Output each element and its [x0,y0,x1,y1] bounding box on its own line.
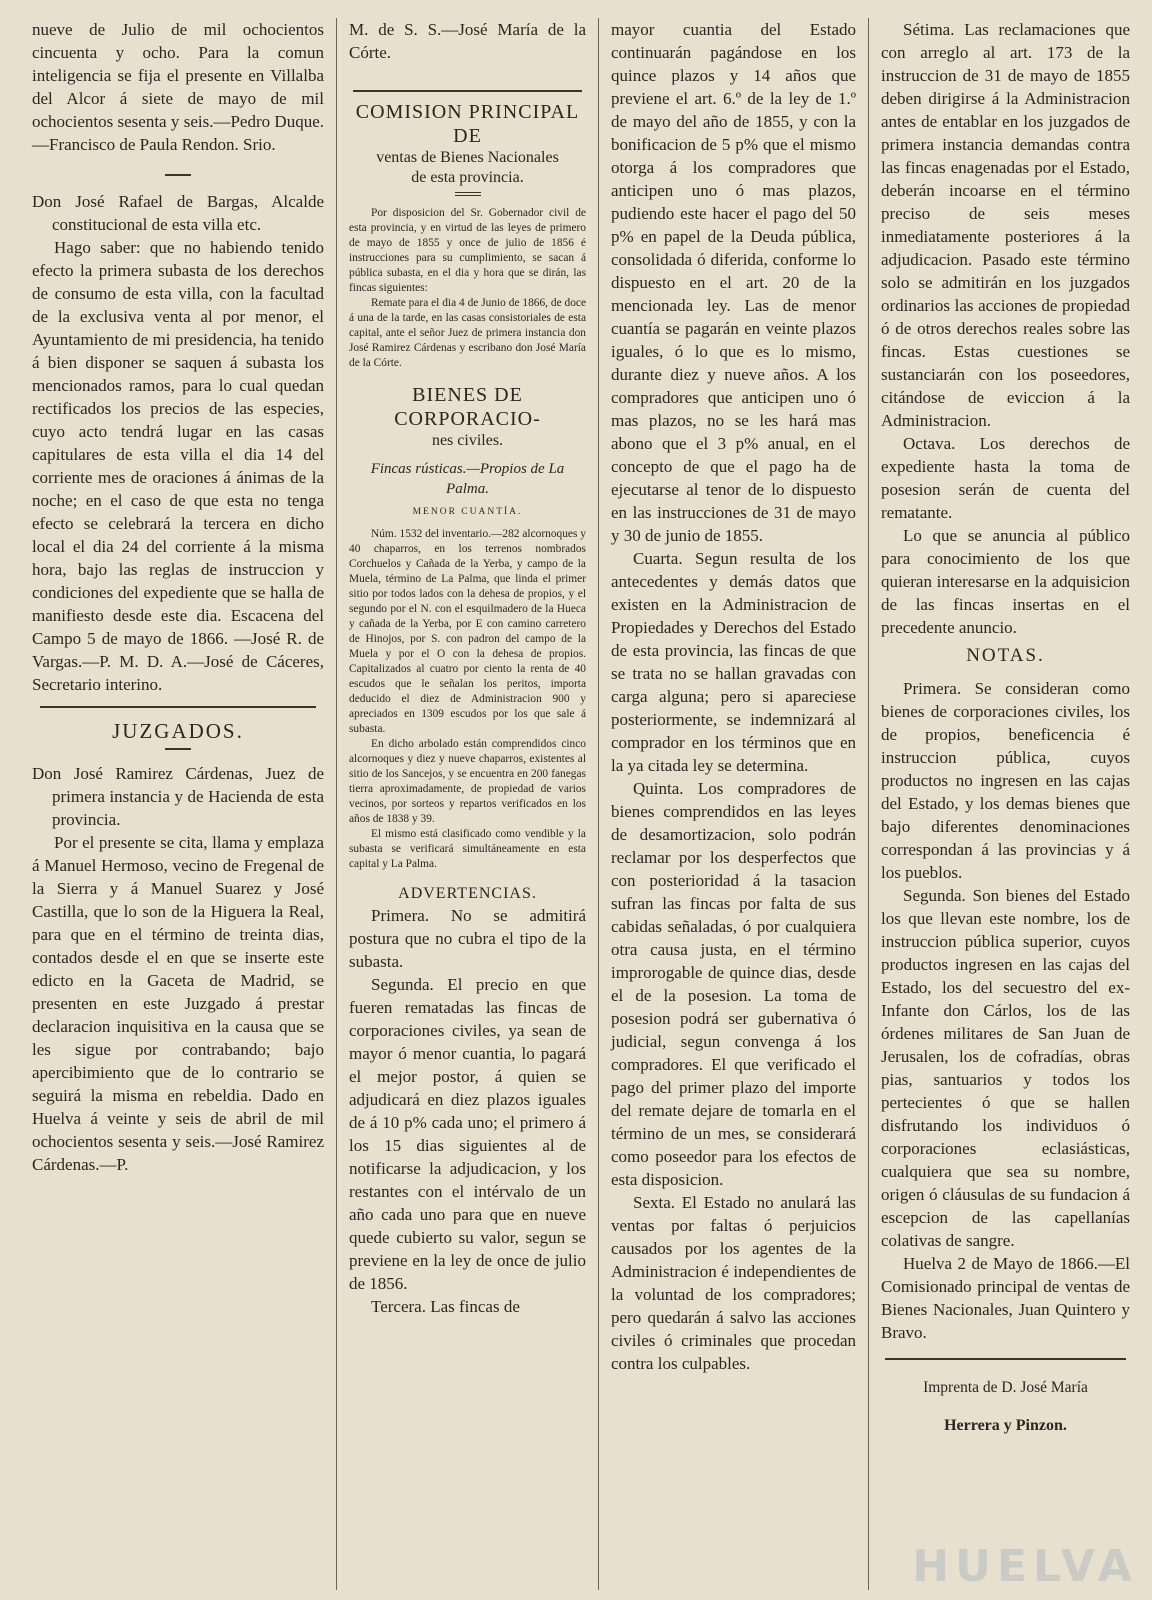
archive-watermark: HUELVA [912,1541,1138,1592]
villalba-notice-end: nueve de Julio de mil ochocientos cincuenta y ocho. Para la comun inteligencia se fija el presente en Villalba del Alcor á siete de mayo de mil ochocientos sesenta y seis.—Pedro Duque.—Francisco de Paula Rendon. Srio. [32,20,324,154]
comision-heading: COMISION PRINCIPAL DE [355,101,580,147]
juzgado-notice-heading: Don José Ramirez Cárdenas, Juez de primera instancia y de Hacienda de esta provincia. [32,764,324,829]
juzgado-notice-body: Por el presente se cita, llama y emplaza á Manuel Hermoso, vecino de Fregenal de la Sierra y á Manuel Suarez y José Castilla, que lo son de la Higuera la Real, para que en el término de treinta dias, contados desde el en que se inserte este edicto en la Gaceta de Madrid, se presenten en este Juzgado á prestar declaracion inquisitiva en la causa que se les sigue por contrabando; bajo apercibimiento que de lo contrario se seguirá la misma en rebeldia. Dado en Huelva á veinte y seis de abril de mil ochocientos sesenta y seis.—José Ramirez Cárdenas.—P. [32,833,324,1174]
finca-description: Núm. 1532 del inventario.—282 alcornoques y 40 chaparros, en los terrenos nombrados Corchuelos y Cañada de la Yerba, y campo de la Muela, término de La Palma, que linda el primer sitio por todos lados con la dehesa de propios, y el segundo por el N. con el esquilmadero de la Hueca y cañada de la Yerba, por E con camino carretero de Hinojos, por S. con padron del campo de la Muela y por el O con la dehesa de propios. Capitalizados al cuatro por ciento la renta de 40 escudos que le señalan los peritos, importa deducido el diez de Administracion 900 y apreciados en 1309 escudos por los que sale á subasta. [349,528,586,735]
bienes-heading: BIENES DE CORPORACIO- [394,384,541,430]
advertencia-sexta: Sexta. El Estado no anulará las ventas por faltas ó perjuicios causados por los agentes de la Administracion é independientes de la voluntad de los compradores; pero quedarán á salvo las acciones civiles ó criminales que procedan contra los culpables. [611,1193,856,1373]
section-rule [353,90,582,92]
printer-name: Herrera y Pinzon. [944,1417,1067,1434]
column-2 [336,18,598,1590]
clasificacion-paragraph: El mismo está clasificado como vendible y la subasta se verificará simultáneamente en esta capital y La Palma. [349,828,586,870]
comision-intro: Por disposicion del Sr. Gobernador civil de esta provincia, y en virtud de las leyes de primero de mayo de 1855 y once de julio de 1856 é instrucciones para su cumplimiento, se sacan á pública subasta, en el dia y hora que se dirán, las fincas siguientes: [349,207,586,294]
separator [165,174,191,176]
escacena-notice-body: Hago saber: que no habiendo tenido efecto la primera subasta de los derechos de consumo de esta villa, con la facultad de la exclusiva venta al por menor, el Ayuntamiento de mi presidencia, ha tenido á bien disponer se saquen á subasta los mencionados ramos, para lo cual quedan rectificados los precios de las especies, cuyo acto tendrá lugar en las casas capitulares de esta villa el dia 14 del corriente mes de oraciones á ánimas de la noche; en el caso de que esta no tenga efecto se celebrará la tercera en dicho local el dia 24 del corriente á la misma hora, bajo las reglas de instruccion y condiciones del expediente que se halla de manifiesto desde este dia. Escacena del Campo 5 de mayo de 1866. —José R. de Vargas.—P. M. D. A.—José de Cáceres, Secretario interino. [32,238,324,694]
column-3 [598,18,868,1590]
nota-primera: Primera. Se consideran como bienes de corporaciones civiles, los de propios, beneficencia é instruccion pública, cuyos productos no ingresen en las cajas del Estado, y los demas bienes que bajo diferentes denominaciones correspondan á las provincias y á los pueblos. [881,679,1130,882]
section-rule [885,1358,1126,1360]
advertencia-quinta: Quinta. Los compradores de bienes comprendidos en las leyes de desamortizacion, solo podrán reclamar por los desperfectos que con posterioridad á la tasacion sufran las fincas por falta de sus cabidas señaladas, ó por cualquiera otra causa justa, en el término improrogable de quince dias, desde el de la posesion. La toma de posesion podrá ser gubernativa ó judicial, segun convenga á los compradores. El que verificado el pago del primer plazo del importe del remate dejare de tomarla en el término de un mes, se considerará como poseedor para los efectos de esta disposicion. [611,779,856,1189]
advertencia-tercera-start: Tercera. Las fincas de [371,1297,520,1316]
tercera-continued: mayor cuantia del Estado continuarán pagándose en los quince plazos y 14 años que previene el art. 6.º de la ley de 1.º de mayo del año de 1855, y con la bonificacion de 5 p% que el mismo otorga á los compradores que anticipen uno ó mas plazos, pudiendo este hacer el pago del 50 p% en papel de la Deuda pública, consolidada ó diferida, conforme lo dispuesto en el art. 20 de la mencionada ley. Las de menor cuantía se pagarán en veinte plazos iguales, ó lo que es lo mismo, durante diez y nueve años. A los compradores que anticipen uno ó mas plazos, no se les hará mas abono que el 3 p% anual, en el concepto de que el pago ha de ejecutarse al tenor de lo dispuesto en las instrucciones de 31 de mayo y 30 de junio de 1855. [611,20,856,545]
signature-paragraph: Huelva 2 de Mayo de 1866.—El Comisionado principal de ventas de Bienes Nacionales, Juan Quintero y Bravo. [881,1254,1130,1342]
advertencia-setima: Sétima. Las reclamaciones que con arreglo al art. 173 de la instruccion de 31 de mayo de 1855 deben dirigirse á la Administracion antes de entablar en los juzgados de primera instancia demandas contra las fincas enagenadas por el Estado, deberán incoarse en el término preciso de seis meses inmediatamente posteriores á la adjudicacion. Pasado este término solo se admitirán en los juzgados ordinarios las acciones de propiedad ó de otros derechos reales sobre las fincas. Estas cuestiones se sustanciarán con los poseedores, citándose de eviccion á la Administracion. [881,20,1130,430]
printer-line: Imprenta de D. José María [923,1379,1088,1396]
advertencias-heading: ADVERTENCIAS. [398,885,537,902]
comision-subheading-2: de esta provincia. [411,169,524,186]
anuncio-closing: Lo que se anuncia al público para conocimiento de los que quieran interesarse en la adquisicion de las fincas insertas en el precedente anuncio. [881,526,1130,637]
advertencia-segunda: Segunda. El precio en que fueren rematadas las fincas de corporaciones civiles, ya sean de mayor ó menor cuantia, lo pagará el mejor postor, á quien se adjudicará en diez plazos iguales de á 10 p% cada uno; el primero á los 15 dias siguientes al de notificarse la adjudicacion, y los restantes con el intérvalo de un año cada uno para que en nueve quede cubierto su valor, segun se previene en la ley de once de julio de 1856. [349,975,586,1293]
advertencia-octava: Octava. Los derechos de expediente hasta la toma de posesion serán de cuenta del rematante. [881,434,1130,522]
advertencia-cuarta: Cuarta. Segun resulta de los antecedentes y demás datos que existen en la Administracion de Propiedades y Derechos del Estado de esta provincia, las fincas de que se trata no se hallan gravadas con carga alguna; pero si apareciese posteriormente, se indemnizará al comprador en los términos que en la ya citada ley se determina. [611,549,856,775]
arbolado-paragraph: En dicho arbolado están comprendidos cinco alcornoques y diez y nueve chaparros, existentes al sitio de los Sancejos, y se encuentra en 200 fanegas tierra aproximadamente, de propiedad de varios vecinos, por sorteos y repartos verificados en los años de 1838 y 39. [349,738,586,825]
section-rule [40,706,316,708]
bienes-subheading: nes civiles. [431,432,504,449]
previous-notice-signature: M. de S. S.—José María de la Córte. [349,20,586,62]
remate-paragraph: Remate para el dia 4 de Junio de 1866, de doce á una de la tarde, en las casas consistoriales de esta capital, ante el señor Juez de primera instancia don José Ramirez Cárdenas y escribano don José María de la Córte. [349,297,586,369]
fincas-subtitle: Fincas rústicas.—Propios de La Palma. [370,461,565,497]
advertencia-primera: Primera. No se admitirá postura que no cubra el tipo de la subasta. [349,906,586,971]
menor-cuantia-label: MENOR CUANTÍA. [412,507,523,517]
ornament-dash [455,192,481,196]
juzgados-heading: JUZGADOS. [112,719,244,743]
column-1 [20,18,336,1590]
escacena-notice-heading: Don José Rafael de Bargas, Alcalde constitucional de esta villa etc. [32,192,324,234]
separator [165,748,191,750]
column-4 [868,18,1142,1590]
notas-heading: NOTAS. [966,645,1045,666]
comision-subheading: ventas de Bienes Nacionales [376,149,559,166]
nota-segunda: Segunda. Son bienes del Estado los que llevan este nombre, los de instruccion pública superior, cuyos productos ingresen en las cajas del Estado, los del secuestro del ex-Infante don Cárlos, los de las órdenes militares de San Juan de Jerusalen, los de cofradías, obras pias, santuarios y todos los pertecientes ó que se hallen disfrutando los individuos ó corporaciones eclasiásticas, cualquiera que sea su nombre, origen ó cláusulas de su fundacion á escepcion de las capellanías colativas de sangre. [881,886,1130,1250]
